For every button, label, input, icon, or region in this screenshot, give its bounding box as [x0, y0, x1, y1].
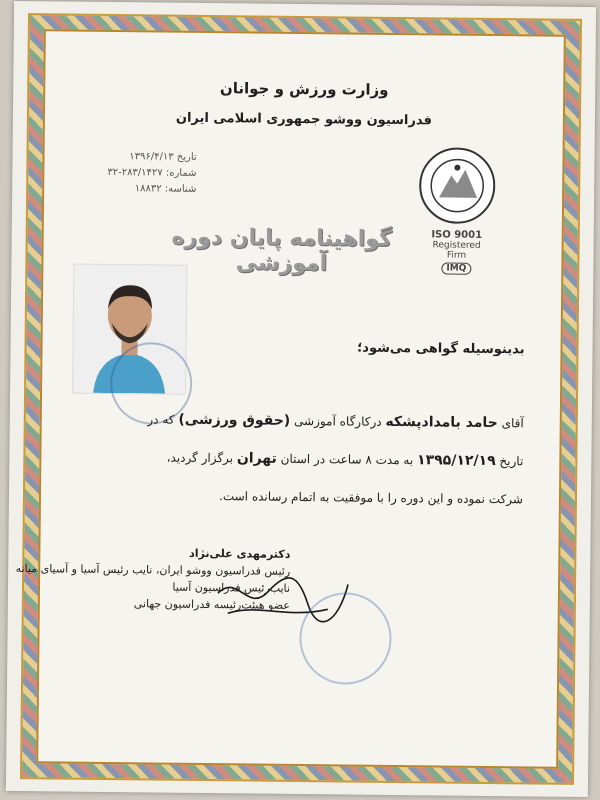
ministry-heading: وزارت ورزش و جوانان — [219, 79, 389, 99]
iso-badge — [423, 229, 489, 275]
certificate-text — [83, 400, 524, 519]
text-fragment: تاریخ — [495, 454, 524, 469]
imq-badge: IMQ — [441, 262, 471, 274]
official-stamp — [299, 592, 392, 685]
course-name: (حقوق ورزشی) — [178, 411, 291, 429]
text-fragment: درکارگاه آموزشی — [290, 413, 386, 429]
signatory-name: دکترمهدی علی‌نژاد — [189, 546, 291, 561]
text-fragment: به مدت ۸ ساعت در استان — [276, 451, 418, 468]
signatory-role-1: رئیس فدراسیون ووشو ایران، نایب رئیس آسیا و آسیای میانه — [15, 562, 291, 578]
course-city: تهران — [236, 450, 277, 467]
text-fragment: که در — [147, 412, 179, 427]
recipient-name: حامد بامدادپشکه — [385, 413, 498, 432]
greeting: بدینوسیله گواهی می‌شود؛ — [357, 340, 525, 358]
document-meta — [107, 149, 197, 198]
iso-label: ISO 9001 — [431, 229, 483, 241]
signatory-role-3: عضو هیئت‌رئیسه فدراسیون جهانی — [133, 597, 290, 612]
body-line-2 — [83, 438, 523, 481]
federation-heading: فدراسیون ووشو جمهوری اسلامی ایران — [175, 110, 432, 129]
certificate-title: گواهینامه پایان دوره آموزشی — [171, 224, 392, 277]
meta-date: تاریخ ۱۳۹۶/۴/۱۳ — [129, 151, 197, 163]
certificate-sheet — [6, 1, 596, 797]
meta-number: شماره: ۲۸۳/۱۴۲۷-۳۲ — [107, 166, 197, 179]
text-fragment: برگزار گردید، — [166, 450, 237, 466]
body-line-1 — [84, 400, 524, 443]
iso-sub: Registered Firm — [432, 240, 481, 261]
course-date: ۱۳۹۵/۱۲/۱۹ — [416, 452, 496, 470]
text-fragment: آقای — [497, 416, 524, 431]
certificate-content — [6, 1, 596, 797]
federation-logo-icon — [417, 145, 498, 226]
meta-id: شناسه: ۱۸۸۳۲ — [134, 183, 197, 195]
signatory-role-2: نایب‌رئیس فدراسیون آسیا — [172, 580, 291, 595]
body-line-3: شرکت نموده و این دوره را با موفقیت به اتمام رسانده است. — [218, 489, 524, 507]
